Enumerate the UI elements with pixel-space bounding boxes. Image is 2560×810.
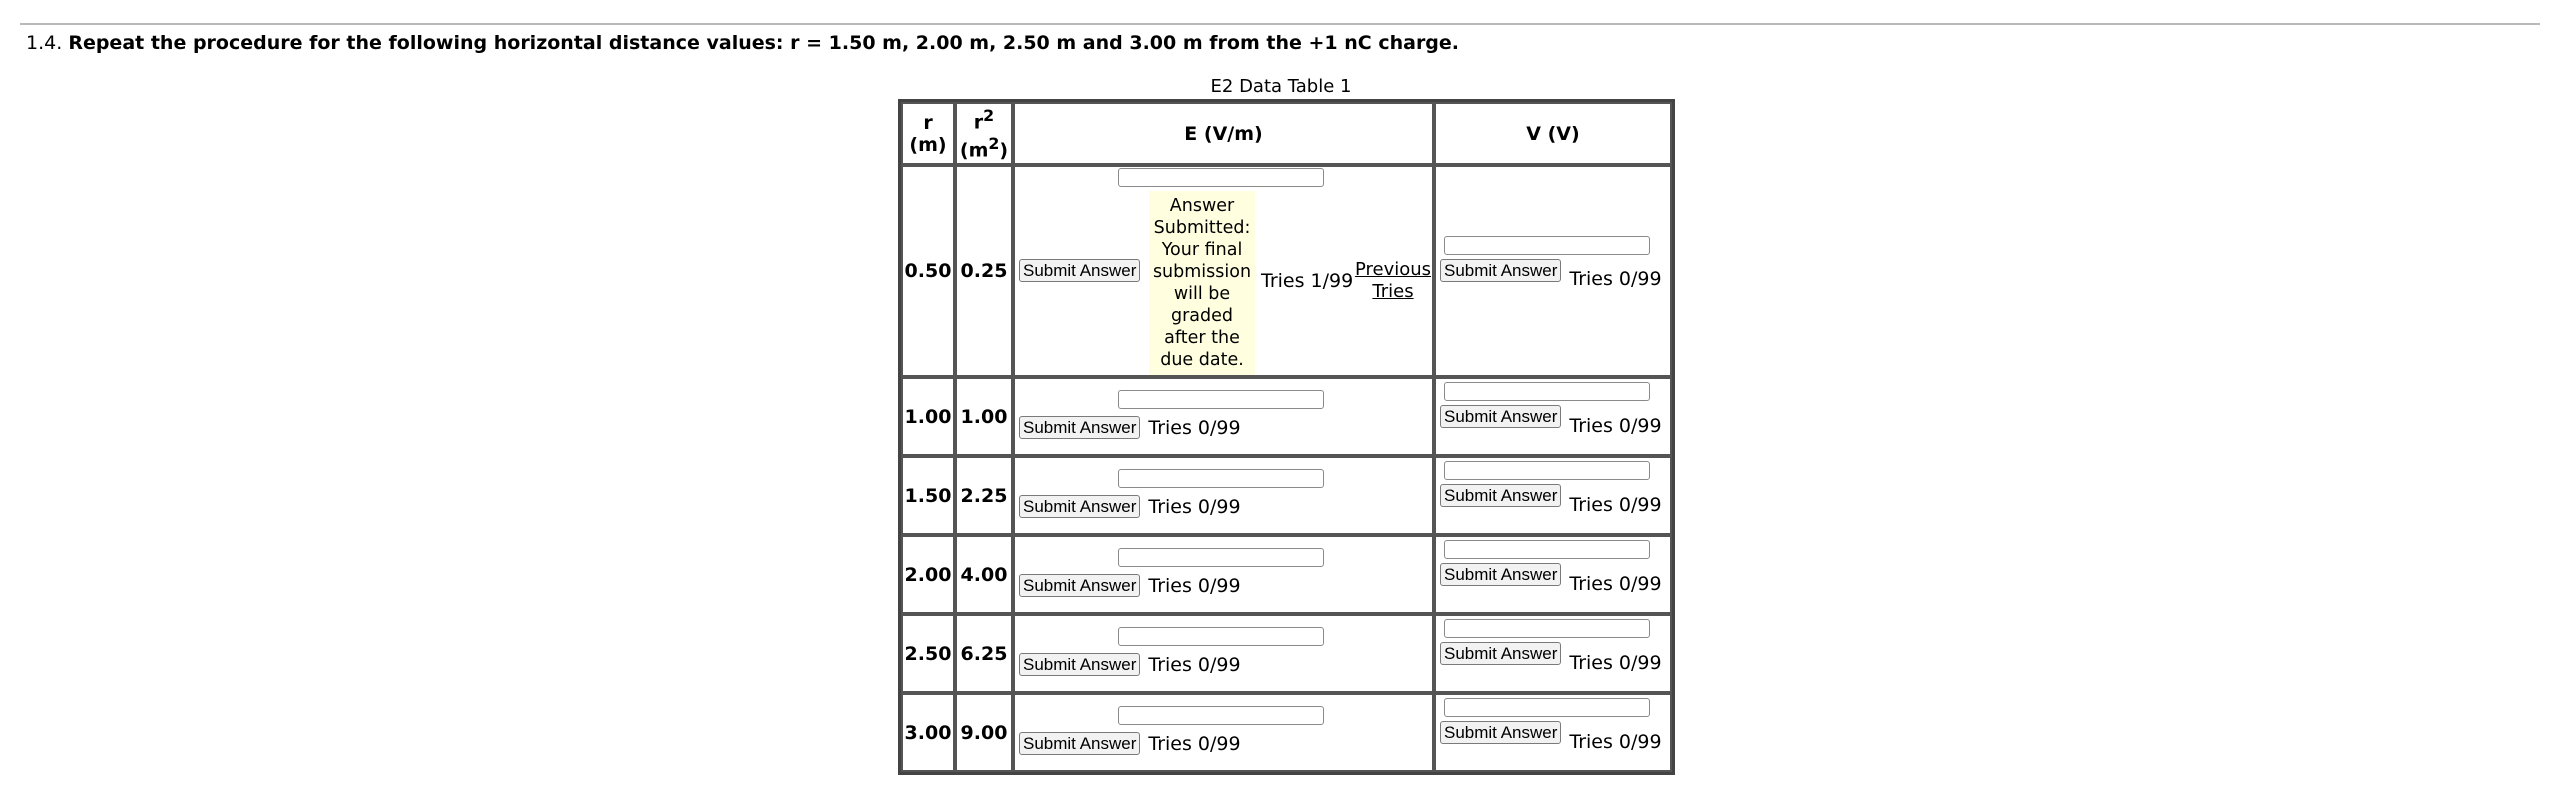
cell-r: 2.50	[901, 614, 955, 693]
cell-e	[1013, 377, 1434, 456]
header-e: E (V/m)	[1013, 102, 1434, 165]
previous-tries-link[interactable]: Previous Tries	[1354, 259, 1432, 302]
cell-v	[1434, 693, 1672, 772]
e-tries-count: Tries 1/99	[1261, 270, 1354, 292]
header-r	[901, 102, 955, 165]
cell-e	[1013, 693, 1434, 772]
e-tries-count: Tries 0/99	[1148, 653, 1241, 676]
e-tries-count: Tries 0/99	[1148, 574, 1241, 597]
cell-e	[1013, 535, 1434, 614]
top-divider	[20, 23, 2540, 25]
v-submit-button[interactable]: Submit Answer	[1440, 484, 1561, 507]
e-submit-button[interactable]: Submit Answer	[1019, 653, 1140, 676]
v-tries-count: Tries 0/99	[1569, 268, 1662, 290]
question-text: Repeat the procedure for the following horizontal distance values: r = 1.50 m, 2.00 m, 2.50 m and 3.00 m from the +1 nC charge.	[68, 32, 1460, 54]
v-answer-input[interactable]	[1444, 698, 1650, 717]
cell-r: 1.50	[901, 456, 955, 535]
header-r2-unit: (m	[959, 138, 989, 161]
v-submit-button[interactable]: Submit Answer	[1440, 721, 1561, 744]
v-tries-count: Tries 0/99	[1569, 652, 1662, 674]
e-answer-input[interactable]	[1118, 706, 1324, 725]
e-submit-button[interactable]: Submit Answer	[1019, 495, 1140, 518]
table-row	[901, 614, 1672, 693]
header-v: V (V)	[1434, 102, 1672, 165]
v-answer-input[interactable]	[1444, 461, 1650, 480]
v-answer-input[interactable]	[1444, 382, 1650, 401]
e-answer-input[interactable]	[1118, 548, 1324, 567]
v-answer-input[interactable]	[1444, 236, 1650, 255]
data-table	[898, 99, 1675, 775]
cell-r: 3.00	[901, 693, 955, 772]
v-answer-input[interactable]	[1444, 540, 1650, 559]
cell-e	[1013, 165, 1434, 377]
cell-e	[1013, 614, 1434, 693]
v-submit-button[interactable]: Submit Answer	[1440, 563, 1561, 586]
cell-v	[1434, 165, 1672, 377]
e-answer-input[interactable]	[1118, 627, 1324, 646]
e-submit-button[interactable]: Submit Answer	[1019, 574, 1140, 597]
e-answer-input[interactable]	[1118, 168, 1324, 187]
e-tries-count: Tries 0/99	[1148, 416, 1241, 439]
table-row	[901, 377, 1672, 456]
table-caption: E2 Data Table 1	[1210, 76, 1352, 97]
header-r-label: r	[923, 111, 933, 134]
cell-r: 2.00	[901, 535, 955, 614]
header-r2-label: r	[973, 111, 984, 134]
table-header-row	[901, 102, 1672, 165]
v-submit-button[interactable]: Submit Answer	[1440, 259, 1561, 282]
e-submit-button[interactable]: Submit Answer	[1019, 416, 1140, 439]
table-row	[901, 535, 1672, 614]
header-r2-unit-close: )	[999, 138, 1009, 161]
cell-r2: 6.25	[955, 614, 1013, 693]
cell-r: 1.00	[901, 377, 955, 456]
table-row	[901, 456, 1672, 535]
e-answer-input[interactable]	[1118, 469, 1324, 488]
cell-r2: 0.25	[955, 165, 1013, 377]
table-row	[901, 693, 1672, 772]
v-tries-count: Tries 0/99	[1569, 494, 1662, 516]
header-r-squared	[955, 102, 1013, 165]
v-answer-input[interactable]	[1444, 619, 1650, 638]
header-r-unit: (m)	[909, 133, 947, 156]
cell-v	[1434, 456, 1672, 535]
question-prompt	[26, 32, 1459, 54]
e-submit-button[interactable]: Submit Answer	[1019, 732, 1140, 755]
v-submit-button[interactable]: Submit Answer	[1440, 642, 1561, 665]
v-tries-count: Tries 0/99	[1569, 731, 1662, 753]
header-r2-sup: 2	[983, 106, 995, 126]
e-submit-button[interactable]: Submit Answer	[1019, 259, 1140, 282]
cell-r2: 2.25	[955, 456, 1013, 535]
cell-r2: 4.00	[955, 535, 1013, 614]
table-row	[901, 165, 1672, 377]
v-tries-count: Tries 0/99	[1569, 573, 1662, 595]
v-submit-button[interactable]: Submit Answer	[1440, 405, 1561, 428]
cell-r: 0.50	[901, 165, 955, 377]
e-tries-count: Tries 0/99	[1148, 732, 1241, 755]
v-tries-count: Tries 0/99	[1569, 415, 1662, 437]
header-r2-unit-sup: 2	[988, 133, 1000, 153]
e-tries-count: Tries 0/99	[1148, 495, 1241, 518]
e-answer-input[interactable]	[1118, 390, 1324, 409]
cell-v	[1434, 535, 1672, 614]
answer-submitted-note: Answer Submitted: Your final submission will be graded after the due date.	[1149, 191, 1255, 375]
cell-e	[1013, 456, 1434, 535]
cell-r2: 9.00	[955, 693, 1013, 772]
question-number: 1.4.	[26, 32, 63, 54]
cell-v	[1434, 377, 1672, 456]
cell-r2: 1.00	[955, 377, 1013, 456]
cell-v	[1434, 614, 1672, 693]
